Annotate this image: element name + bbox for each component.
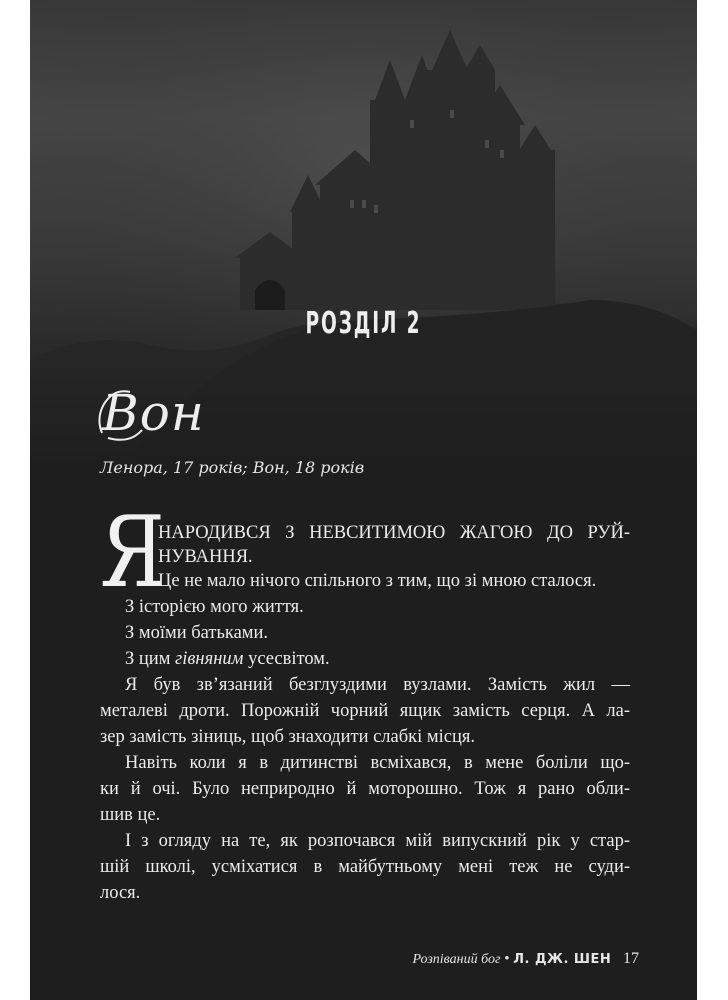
page-number: 17 [623, 950, 639, 967]
chapter-subtitle: Ленора, 17 років; Вон, 18 років [100, 458, 365, 477]
chapter-title: РОЗДІЛ 2 [305, 306, 422, 341]
author-name: Л. ДЖ. ШЕН [513, 952, 612, 967]
text-line: Я був зв’язаний безглуздими вузлами. Замість жил — [125, 675, 630, 695]
text-line: І з огляду на те, як розпочався мій випускний рік у стар- [125, 831, 630, 851]
text-line: НАРОДИВСЯ З НЕВСИТИМОЮ ЖАГОЮ ДО РУЙ- [158, 523, 630, 543]
text-line: шій школі, усміхатися в майбутньому мені теж не суди- [100, 857, 630, 877]
text-span: З цим [125, 649, 171, 669]
text-line: ки й очі. Було неприродно й моторошно. Тож я рано обли- [100, 779, 630, 799]
book-page [30, 0, 697, 1000]
drop-cap: Я [100, 496, 165, 610]
text-line: металеві дроти. Порожній чорний ящик замість серця. А ла- [100, 701, 630, 721]
text-line [125, 647, 330, 671]
text-line: шив це. [100, 805, 161, 825]
chapter-narrator: Вон [102, 384, 205, 442]
text-line: Навіть коли я в дитинстві всміхався, в мене боліли що- [125, 753, 630, 773]
text-line: лося. [100, 883, 141, 903]
running-footer [412, 950, 639, 968]
text-span: усесвітом. [248, 649, 330, 669]
text-line: НУВАННЯ. [158, 547, 253, 567]
footer-separator: • [504, 951, 510, 967]
text-line: зер замість зіниць, щоб знаходити слабкі місця. [100, 727, 476, 747]
text-line: З моїми батьками. [125, 623, 269, 643]
book-title: Розпіваний бог [412, 952, 501, 967]
text-line: Це не мало нічого спільного з тим, що зі мною сталося. [158, 571, 597, 591]
text-line: З історією мого життя. [125, 597, 304, 617]
italic-emphasis: гівняним [175, 649, 244, 669]
